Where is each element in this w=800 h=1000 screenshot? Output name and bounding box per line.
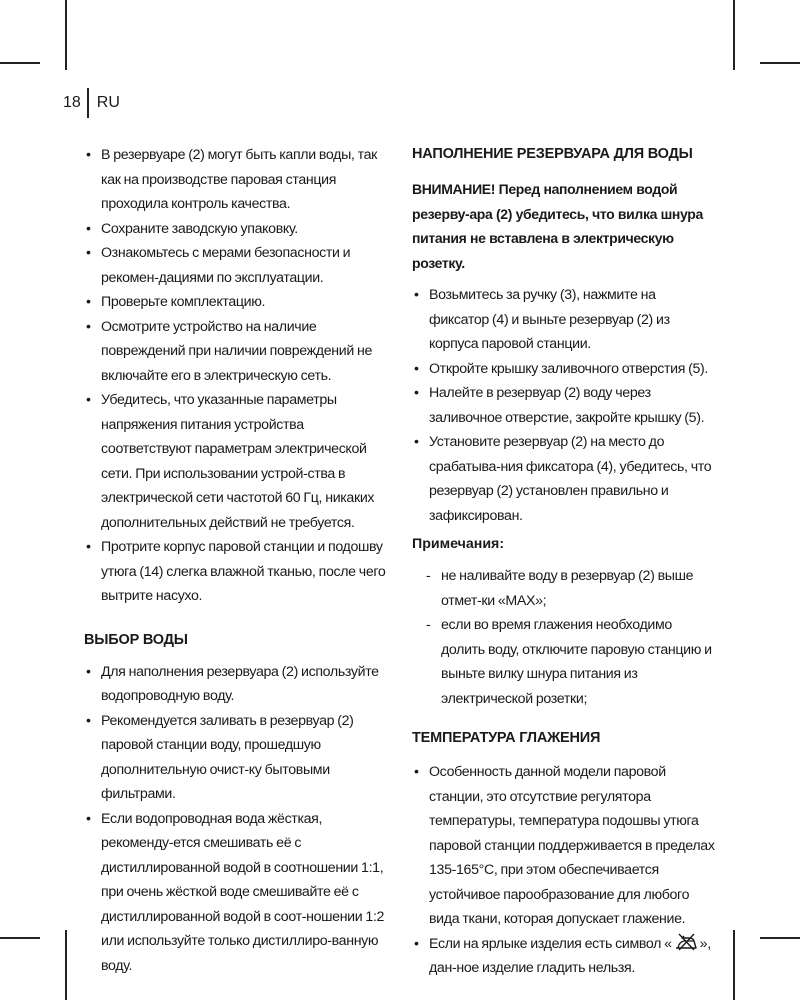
list-item: • Откройте крышку заливочного отверстия (5). bbox=[412, 357, 718, 382]
list-item: • Налейте в резервуар (2) воду через заливочное отверстие, закройте крышку (5). bbox=[412, 381, 718, 430]
intro-list bbox=[84, 143, 390, 609]
section-heading-ironing-temperature: ТЕМПЕРАТУРА ГЛАЖЕНИЯ bbox=[412, 730, 601, 746]
crop-mark bbox=[733, 930, 735, 1000]
page-header bbox=[63, 89, 120, 117]
crop-mark bbox=[0, 62, 40, 64]
list-item: • Проверьте комплектацию. bbox=[84, 290, 390, 315]
list-item: • Ознакомьтесь с мерами безопасности и рекомен-дациями по эксплуатации. bbox=[84, 241, 390, 290]
section-heading-water-choice: ВЫБОР ВОДЫ bbox=[84, 631, 188, 648]
list-item: • В резервуаре (2) могут быть капли воды, так как на производстве паровая станция проходила контроль качества. bbox=[84, 143, 390, 217]
no-ironing-icon bbox=[672, 933, 700, 951]
section-heading-fill-tank: НАПОЛНЕНИЕ РЕЗЕРВУАРА ДЛЯ ВОДЫ bbox=[412, 146, 693, 162]
symbol-note-after: », дан-ное изделие гладить нельзя. bbox=[429, 935, 711, 976]
page-number: 18 bbox=[63, 94, 81, 111]
crop-mark bbox=[760, 62, 800, 64]
crop-mark bbox=[0, 937, 40, 939]
crop-mark bbox=[733, 0, 735, 70]
right-column bbox=[412, 143, 718, 981]
temperature-list bbox=[412, 760, 718, 981]
list-item: • Убедитесь, что указанные параметры напряжения питания устройства соответствуют параметрам электрической сети. При использовании устрой-ства в электрической сети частотой 60 Гц, никаких дополнительных действий не требуется. bbox=[84, 388, 390, 535]
left-column bbox=[84, 143, 390, 978]
list-item: • Для наполнения резервуара (2) используйте водопроводную воду. bbox=[84, 660, 390, 709]
crop-mark bbox=[65, 930, 67, 1000]
language-code: RU bbox=[96, 94, 120, 111]
symbol-note-before: Если на ярлыке изделия есть символ « bbox=[429, 935, 672, 952]
water-list bbox=[84, 660, 390, 979]
list-item: • Возьмитесь за ручку (3), нажмите на фиксатор (4) и выньте резервуар (2) из корпуса паровой станции. bbox=[412, 283, 718, 357]
list-item: - если во время глажения необходимо долить воду, отключите паровую станцию и выньте вилку шнура питания из электрической розетки; bbox=[424, 613, 718, 711]
warning-text: ВНИМАНИЕ! Перед наполнением водой резерву-ара (2) убедитесь, что вилка шнура питания не вставлена в электрическую розетку. bbox=[412, 181, 703, 271]
list-item: - не наливайте воду в резервуар (2) выше отмет-ки «MAX»; bbox=[424, 564, 718, 613]
notes-list bbox=[412, 564, 718, 711]
list-item: • Протрите корпус паровой станции и подошву утюга (14) слегка влажной тканью, после чего вытрите насухо. bbox=[84, 535, 390, 609]
list-item: • Рекомендуется заливать в резервуар (2) паровой станции воду, прошедшую дополнительную очист-ку бытовыми фильтрами. bbox=[84, 709, 390, 807]
list-item: • Установите резервуар (2) на место до срабатыва-ния фиксатора (4), убедитесь, что резервуар (2) установлен правильно и зафиксирован. bbox=[412, 430, 718, 528]
fill-list bbox=[412, 283, 718, 528]
header-divider bbox=[87, 88, 89, 118]
list-item bbox=[412, 932, 718, 981]
list-item: • Если водопроводная вода жёсткая, рекоменду-ется смешивать её с дистиллированной водой в соотношении 1:1, при очень жёсткой воде смешивайте её с дистиллированной водой в соот-ношении 1:2 или используйте только дистиллиро-ванную воду. bbox=[84, 807, 390, 979]
crop-mark bbox=[760, 937, 800, 939]
crop-mark bbox=[65, 0, 67, 70]
list-item: • Сохраните заводскую упаковку. bbox=[84, 217, 390, 242]
notes-title: Примечания: bbox=[412, 536, 505, 552]
list-item: • Особенность данной модели паровой станции, это отсутствие регулятора температуры, температура подошвы утюга паровой станции поддерживается в пределах 135-165°С, при этом обеспечивается устойчивое парообразование для любого вида ткани, которая допускает глажение. bbox=[412, 760, 718, 932]
list-item: • Осмотрите устройство на наличие повреждений при наличии повреждений не включайте его в электрическую сеть. bbox=[84, 315, 390, 389]
